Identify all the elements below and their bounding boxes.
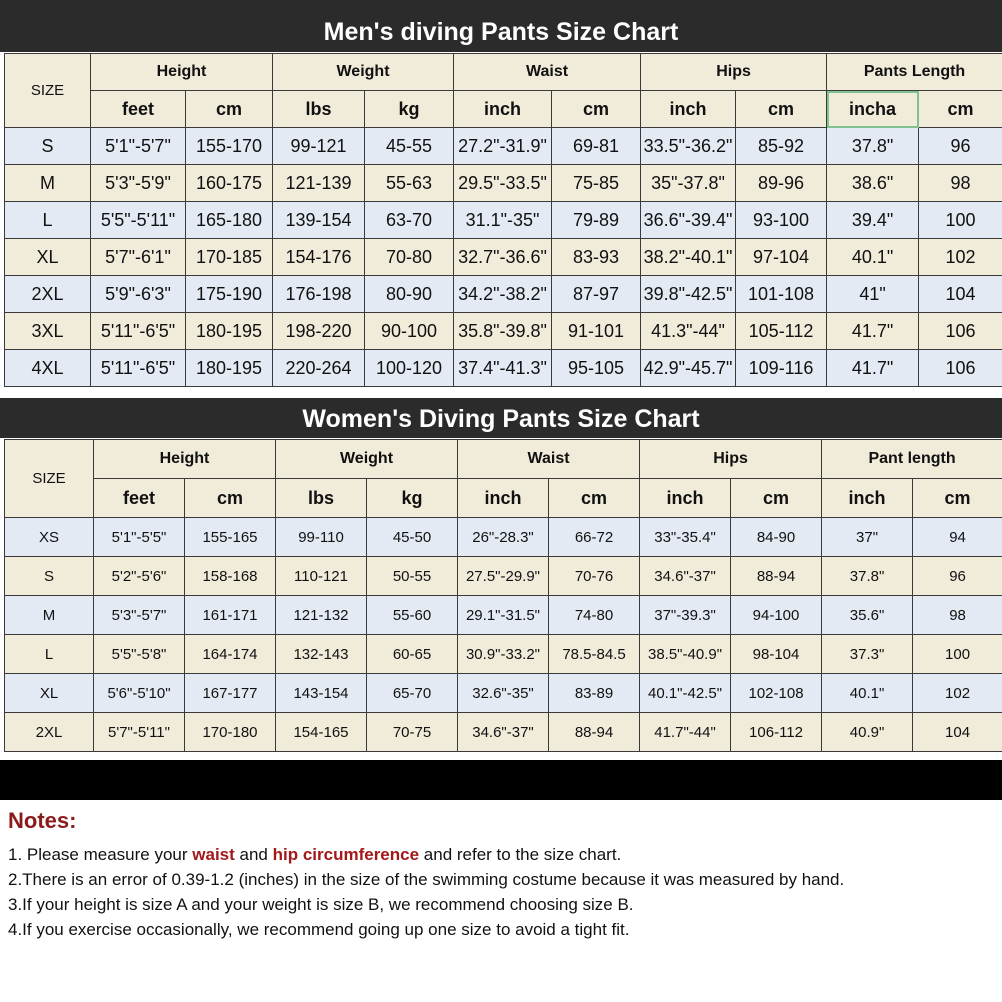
women-table-cell: 29.1"-31.5" bbox=[458, 596, 549, 635]
notes-title: Notes: bbox=[8, 808, 77, 833]
women-table-cell: 37"-39.3" bbox=[640, 596, 731, 635]
men-table-cell: 36.6"-39.4" bbox=[641, 202, 736, 239]
women-table-cell: 55-60 bbox=[367, 596, 458, 635]
women-size-cell: XL bbox=[5, 674, 94, 713]
men-table-cell: 39.4" bbox=[827, 202, 919, 239]
men-size-cell: S bbox=[5, 128, 91, 165]
women-unit-header: lbs bbox=[276, 479, 367, 518]
women-group-header: Weight bbox=[276, 440, 458, 479]
women-table-cell: 5'5"-5'8" bbox=[94, 635, 185, 674]
women-table-cell: 70-76 bbox=[549, 557, 640, 596]
women-table-cell: 84-90 bbox=[731, 518, 822, 557]
men-table-cell: 39.8"-42.5" bbox=[641, 276, 736, 313]
men-table-cell: 5'5"-5'11" bbox=[91, 202, 186, 239]
men-table-cell: 41.7" bbox=[827, 313, 919, 350]
women-table-cell: 102 bbox=[913, 674, 1002, 713]
men-table-cell: 55-63 bbox=[365, 165, 454, 202]
women-table-cell: 40.1" bbox=[822, 674, 913, 713]
note-text: and refer to the size chart. bbox=[419, 845, 622, 864]
men-table-cell: 139-154 bbox=[273, 202, 365, 239]
women-table-cell: 83-89 bbox=[549, 674, 640, 713]
men-table-row bbox=[5, 350, 1002, 387]
women-table-row bbox=[5, 596, 1002, 635]
men-table-cell: 170-185 bbox=[186, 239, 273, 276]
women-table-cell: 5'2"-5'6" bbox=[94, 557, 185, 596]
women-table-cell: 5'1"-5'5" bbox=[94, 518, 185, 557]
women-unit-header: cm bbox=[549, 479, 640, 518]
men-table-cell: 104 bbox=[919, 276, 1002, 313]
men-table-cell: 102 bbox=[919, 239, 1002, 276]
men-table-cell: 93-100 bbox=[736, 202, 827, 239]
men-chart-title: Men's diving Pants Size Chart bbox=[323, 18, 679, 46]
men-table-row bbox=[5, 239, 1002, 276]
men-size-table bbox=[4, 53, 1002, 387]
women-size-table bbox=[4, 439, 1002, 752]
women-table-cell: 155-165 bbox=[185, 518, 276, 557]
women-group-header: Waist bbox=[458, 440, 640, 479]
men-table-cell: 33.5"-36.2" bbox=[641, 128, 736, 165]
men-table-cell: 35"-37.8" bbox=[641, 165, 736, 202]
men-table-cell: 38.6" bbox=[827, 165, 919, 202]
men-unit-header: lbs bbox=[273, 91, 365, 128]
women-group-header: Hips bbox=[640, 440, 822, 479]
note-emphasis-hip: hip circumference bbox=[272, 845, 420, 864]
men-table-row bbox=[5, 128, 1002, 165]
women-table-cell: 60-65 bbox=[367, 635, 458, 674]
note-text: 1. Please measure your bbox=[8, 845, 193, 864]
women-unit-header: kg bbox=[367, 479, 458, 518]
women-table-cell: 37.8" bbox=[822, 557, 913, 596]
women-table-cell: 27.5"-29.9" bbox=[458, 557, 549, 596]
women-chart-title: Women's Diving Pants Size Chart bbox=[302, 405, 700, 433]
note-line-3: 3.If your height is size A and your weight is size B, we recommend choosing size B. bbox=[8, 895, 634, 914]
men-table-row bbox=[5, 202, 1002, 239]
men-table-cell: 5'7"-6'1" bbox=[91, 239, 186, 276]
men-chart-title-bar bbox=[0, 0, 1002, 52]
men-group-header: Pants Length bbox=[827, 54, 1002, 91]
women-chart-title-bar bbox=[0, 398, 1002, 438]
men-table-cell: 180-195 bbox=[186, 350, 273, 387]
women-size-cell: M bbox=[5, 596, 94, 635]
women-table-cell: 34.6"-37" bbox=[458, 713, 549, 752]
women-table-cell: 45-50 bbox=[367, 518, 458, 557]
men-group-header: Height bbox=[91, 54, 273, 91]
men-table-cell: 220-264 bbox=[273, 350, 365, 387]
women-table-cell: 88-94 bbox=[549, 713, 640, 752]
women-size-cell: S bbox=[5, 557, 94, 596]
women-group-header: Height bbox=[94, 440, 276, 479]
men-size-cell: XL bbox=[5, 239, 91, 276]
women-unit-header: cm bbox=[913, 479, 1002, 518]
men-table-cell: 85-92 bbox=[736, 128, 827, 165]
women-table-cell: 26"-28.3" bbox=[458, 518, 549, 557]
women-table-cell: 40.1"-42.5" bbox=[640, 674, 731, 713]
men-size-cell: 4XL bbox=[5, 350, 91, 387]
men-table-cell: 79-89 bbox=[552, 202, 641, 239]
women-table-row bbox=[5, 713, 1002, 752]
men-table-cell: 42.9"-45.7" bbox=[641, 350, 736, 387]
women-size-cell: XS bbox=[5, 518, 94, 557]
women-table-cell: 78.5-84.5 bbox=[549, 635, 640, 674]
men-table-cell: 34.2"-38.2" bbox=[454, 276, 552, 313]
women-unit-header: inch bbox=[458, 479, 549, 518]
women-table-cell: 65-70 bbox=[367, 674, 458, 713]
men-table-row bbox=[5, 276, 1002, 313]
women-table-cell: 121-132 bbox=[276, 596, 367, 635]
women-table-cell: 98 bbox=[913, 596, 1002, 635]
women-unit-header: inch bbox=[822, 479, 913, 518]
women-table-cell: 5'7"-5'11" bbox=[94, 713, 185, 752]
men-table-cell: 154-176 bbox=[273, 239, 365, 276]
men-group-header: Waist bbox=[454, 54, 641, 91]
women-unit-header: cm bbox=[185, 479, 276, 518]
women-table-cell: 106-112 bbox=[731, 713, 822, 752]
women-table-cell: 41.7"-44" bbox=[640, 713, 731, 752]
women-table-cell: 104 bbox=[913, 713, 1002, 752]
women-table-cell: 164-174 bbox=[185, 635, 276, 674]
note-text: and bbox=[234, 845, 273, 864]
men-table-cell: 121-139 bbox=[273, 165, 365, 202]
women-table-cell: 40.9" bbox=[822, 713, 913, 752]
women-table-cell: 66-72 bbox=[549, 518, 640, 557]
women-unit-header: feet bbox=[94, 479, 185, 518]
men-unit-header: inch bbox=[641, 91, 736, 128]
men-size-cell: M bbox=[5, 165, 91, 202]
men-unit-header: cm bbox=[552, 91, 641, 128]
men-table-cell: 41.7" bbox=[827, 350, 919, 387]
women-table-row bbox=[5, 557, 1002, 596]
men-unit-header: kg bbox=[365, 91, 454, 128]
women-table-cell: 132-143 bbox=[276, 635, 367, 674]
women-table-cell: 102-108 bbox=[731, 674, 822, 713]
men-unit-header: cm bbox=[736, 91, 827, 128]
women-table-cell: 143-154 bbox=[276, 674, 367, 713]
men-table-cell: 5'9"-6'3" bbox=[91, 276, 186, 313]
men-unit-header: inch bbox=[454, 91, 552, 128]
women-table-cell: 98-104 bbox=[731, 635, 822, 674]
note-line-2: 2.There is an error of 0.39-1.2 (inches) in the size of the swimming costume because it was measured by hand. bbox=[8, 870, 845, 889]
women-table-cell: 74-80 bbox=[549, 596, 640, 635]
men-table-cell: 105-112 bbox=[736, 313, 827, 350]
men-table-cell: 5'11"-6'5" bbox=[91, 350, 186, 387]
men-table-cell: 175-190 bbox=[186, 276, 273, 313]
women-size-cell: L bbox=[5, 635, 94, 674]
men-table-cell: 106 bbox=[919, 350, 1002, 387]
men-table-cell: 96 bbox=[919, 128, 1002, 165]
women-size-cell: 2XL bbox=[5, 713, 94, 752]
women-table-cell: 32.6"-35" bbox=[458, 674, 549, 713]
men-table-cell: 83-93 bbox=[552, 239, 641, 276]
note-line-4: 4.If you exercise occasionally, we recommend going up one size to avoid a tight fit. bbox=[8, 920, 630, 939]
men-size-cell: 2XL bbox=[5, 276, 91, 313]
men-table-cell: 155-170 bbox=[186, 128, 273, 165]
men-table-cell: 98 bbox=[919, 165, 1002, 202]
women-table-cell: 33"-35.4" bbox=[640, 518, 731, 557]
men-table-cell: 70-80 bbox=[365, 239, 454, 276]
women-unit-header: cm bbox=[731, 479, 822, 518]
men-table-row bbox=[5, 165, 1002, 202]
women-table-cell: 100 bbox=[913, 635, 1002, 674]
women-table-cell: 154-165 bbox=[276, 713, 367, 752]
women-table-cell: 70-75 bbox=[367, 713, 458, 752]
men-table-cell: 32.7"-36.6" bbox=[454, 239, 552, 276]
men-table-cell: 63-70 bbox=[365, 202, 454, 239]
men-table-cell: 100 bbox=[919, 202, 1002, 239]
men-table-cell: 90-100 bbox=[365, 313, 454, 350]
men-table-cell: 87-97 bbox=[552, 276, 641, 313]
men-size-header: SIZE bbox=[5, 54, 91, 128]
men-table-cell: 45-55 bbox=[365, 128, 454, 165]
men-size-cell: L bbox=[5, 202, 91, 239]
men-table-cell: 106 bbox=[919, 313, 1002, 350]
men-table-cell: 37.8" bbox=[827, 128, 919, 165]
men-table-cell: 91-101 bbox=[552, 313, 641, 350]
men-table-cell: 29.5"-33.5" bbox=[454, 165, 552, 202]
women-unit-header: inch bbox=[640, 479, 731, 518]
women-table-cell: 35.6" bbox=[822, 596, 913, 635]
women-table-cell: 37.3" bbox=[822, 635, 913, 674]
notes-section bbox=[8, 808, 998, 942]
men-table-cell: 165-180 bbox=[186, 202, 273, 239]
women-group-header: Pant length bbox=[822, 440, 1002, 479]
women-table-cell: 94 bbox=[913, 518, 1002, 557]
men-table-cell: 160-175 bbox=[186, 165, 273, 202]
women-table-row bbox=[5, 635, 1002, 674]
women-table-cell: 5'6"-5'10" bbox=[94, 674, 185, 713]
women-table-cell: 170-180 bbox=[185, 713, 276, 752]
women-table-cell: 110-121 bbox=[276, 557, 367, 596]
men-table-cell: 180-195 bbox=[186, 313, 273, 350]
men-table-cell: 95-105 bbox=[552, 350, 641, 387]
men-group-header: Weight bbox=[273, 54, 454, 91]
women-table-cell: 5'3"-5'7" bbox=[94, 596, 185, 635]
men-table-cell: 109-116 bbox=[736, 350, 827, 387]
women-table-cell: 50-55 bbox=[367, 557, 458, 596]
note-emphasis-waist: waist bbox=[192, 845, 235, 864]
women-table-body bbox=[5, 518, 1002, 752]
men-table-row bbox=[5, 313, 1002, 350]
men-table-cell: 89-96 bbox=[736, 165, 827, 202]
women-table-cell: 37" bbox=[822, 518, 913, 557]
men-table-cell: 5'11"-6'5" bbox=[91, 313, 186, 350]
men-unit-header: feet bbox=[91, 91, 186, 128]
men-table-cell: 101-108 bbox=[736, 276, 827, 313]
women-table-cell: 167-177 bbox=[185, 674, 276, 713]
men-table-cell: 80-90 bbox=[365, 276, 454, 313]
men-table-cell: 41" bbox=[827, 276, 919, 313]
men-table-cell: 198-220 bbox=[273, 313, 365, 350]
women-table-cell: 30.9"-33.2" bbox=[458, 635, 549, 674]
men-table-cell: 100-120 bbox=[365, 350, 454, 387]
men-table-cell: 27.2"-31.9" bbox=[454, 128, 552, 165]
men-table-cell: 5'3"-5'9" bbox=[91, 165, 186, 202]
women-table-row bbox=[5, 674, 1002, 713]
men-table-body bbox=[5, 128, 1002, 387]
women-table-row bbox=[5, 518, 1002, 557]
women-table-cell: 161-171 bbox=[185, 596, 276, 635]
men-table-cell: 31.1"-35" bbox=[454, 202, 552, 239]
divider-band bbox=[0, 760, 1002, 800]
men-table-cell: 69-81 bbox=[552, 128, 641, 165]
men-unit-header-selected: incha bbox=[827, 91, 919, 128]
men-table-cell: 99-121 bbox=[273, 128, 365, 165]
men-table-cell: 37.4"-41.3" bbox=[454, 350, 552, 387]
men-table-cell: 38.2"-40.1" bbox=[641, 239, 736, 276]
men-table-cell: 5'1"-5'7" bbox=[91, 128, 186, 165]
men-table-cell: 176-198 bbox=[273, 276, 365, 313]
women-table-cell: 99-110 bbox=[276, 518, 367, 557]
women-table-cell: 96 bbox=[913, 557, 1002, 596]
women-table-cell: 94-100 bbox=[731, 596, 822, 635]
men-group-header: Hips bbox=[641, 54, 827, 91]
men-table-cell: 97-104 bbox=[736, 239, 827, 276]
men-unit-header: cm bbox=[186, 91, 273, 128]
men-unit-header: cm bbox=[919, 91, 1002, 128]
men-table-cell: 41.3"-44" bbox=[641, 313, 736, 350]
men-table-cell: 40.1" bbox=[827, 239, 919, 276]
men-size-cell: 3XL bbox=[5, 313, 91, 350]
women-table-cell: 38.5"-40.9" bbox=[640, 635, 731, 674]
women-size-header: SIZE bbox=[5, 440, 94, 518]
women-table-cell: 88-94 bbox=[731, 557, 822, 596]
men-table-cell: 75-85 bbox=[552, 165, 641, 202]
women-table-cell: 158-168 bbox=[185, 557, 276, 596]
note-line-1 bbox=[8, 842, 998, 867]
men-table-cell: 35.8"-39.8" bbox=[454, 313, 552, 350]
women-table-cell: 34.6"-37" bbox=[640, 557, 731, 596]
